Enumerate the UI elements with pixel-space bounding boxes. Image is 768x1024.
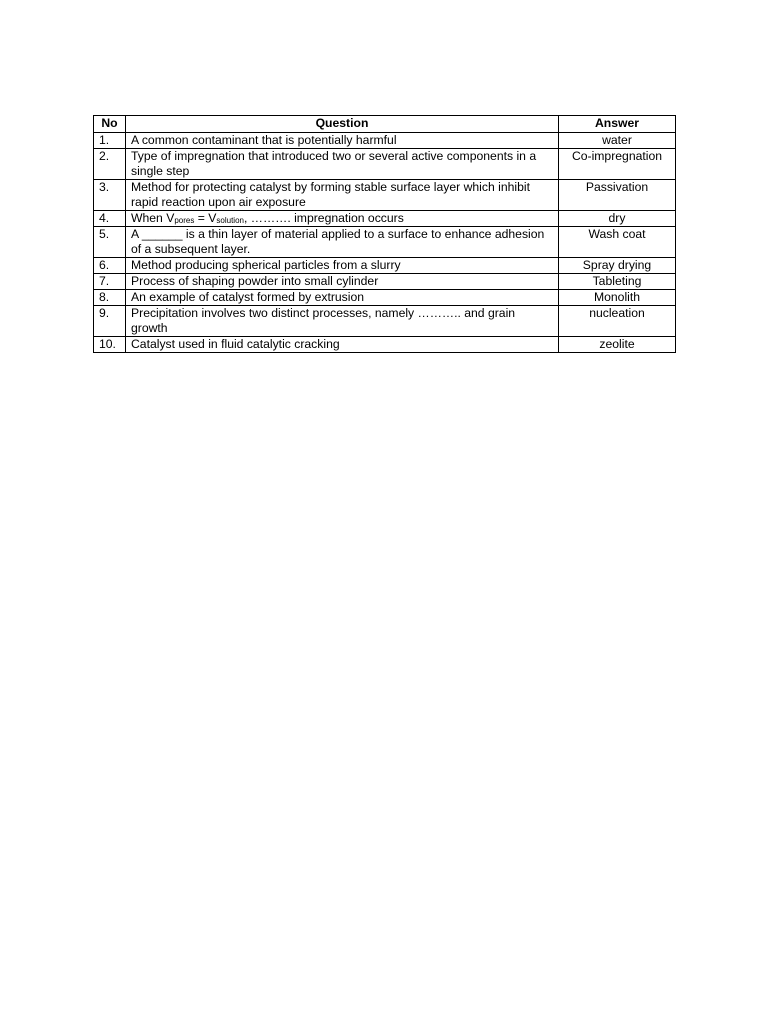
subscript-pores: pores: [174, 216, 195, 225]
row-answer: zeolite: [559, 337, 676, 353]
row-answer: Passivation: [559, 180, 676, 211]
table-row: [94, 133, 676, 149]
row-question: Method producing spherical particles from a slurry: [126, 258, 559, 274]
question-answer-table: [93, 115, 676, 353]
row-question: Type of impregnation that introduced two or several active components in a single step: [126, 149, 559, 180]
row-answer: Monolith: [559, 290, 676, 306]
row-number: 7.: [94, 274, 126, 290]
row-number: 4.: [94, 211, 126, 227]
table-row: [94, 274, 676, 290]
row-number: 5.: [94, 227, 126, 258]
table-row: [94, 211, 676, 227]
table-row: [94, 149, 676, 180]
table-row: [94, 227, 676, 258]
row-number: 6.: [94, 258, 126, 274]
row-answer: water: [559, 133, 676, 149]
row-question: Method for protecting catalyst by forming stable surface layer which inhibit rapid reaction upon air exposure: [126, 180, 559, 211]
header-no: No: [94, 116, 126, 133]
row-number: 1.: [94, 133, 126, 149]
row-question: A ______ is a thin layer of material applied to a surface to enhance adhesion of a subsequent layer.: [126, 227, 559, 258]
row-number: 10.: [94, 337, 126, 353]
row-question: A common contaminant that is potentially harmful: [126, 133, 559, 149]
question-text: When V: [131, 211, 175, 225]
table-row: [94, 180, 676, 211]
header-answer: Answer: [559, 116, 676, 133]
table-row: [94, 306, 676, 337]
table-row: [94, 337, 676, 353]
row-answer: dry: [559, 211, 676, 227]
table-row: [94, 290, 676, 306]
table-row: [94, 258, 676, 274]
row-question: Precipitation involves two distinct processes, namely ……….. and grain growth: [126, 306, 559, 337]
row-answer: Spray drying: [559, 258, 676, 274]
subscript-solution: solution: [216, 216, 244, 225]
row-answer: Co-impregnation: [559, 149, 676, 180]
row-answer: nucleation: [559, 306, 676, 337]
row-answer: Tableting: [559, 274, 676, 290]
row-number: 9.: [94, 306, 126, 337]
row-answer: Wash coat: [559, 227, 676, 258]
row-question: [126, 211, 559, 227]
row-number: 8.: [94, 290, 126, 306]
question-text: , ………. impregnation occurs: [243, 211, 404, 225]
row-question: Catalyst used in fluid catalytic cracking: [126, 337, 559, 353]
header-question: Question: [126, 116, 559, 133]
question-text: = V: [194, 211, 217, 225]
table-header-row: [94, 116, 676, 133]
row-question: An example of catalyst formed by extrusion: [126, 290, 559, 306]
row-number: 2.: [94, 149, 126, 180]
row-number: 3.: [94, 180, 126, 211]
row-question: Process of shaping powder into small cylinder: [126, 274, 559, 290]
